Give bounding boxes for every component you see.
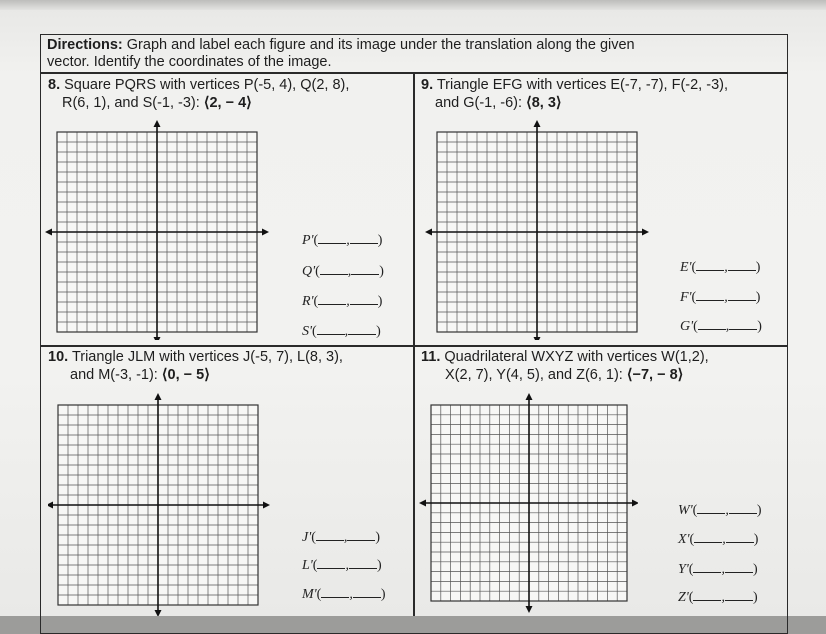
answer-label-x: X' xyxy=(678,532,690,547)
y-axis-down-arrow-icon xyxy=(154,337,161,340)
x-axis-right-arrow-icon xyxy=(262,229,269,236)
problem-11-line1: Quadrilateral WXYZ with vertices W(1,2), xyxy=(440,349,709,365)
answer-label-m: M' xyxy=(302,587,317,602)
answer-label-j: J' xyxy=(302,530,312,545)
answer-blank-s[interactable]: S'( , ) xyxy=(302,324,381,339)
problem-11-text xyxy=(421,348,709,384)
problem-9-line1: Triangle EFG with vertices E(-7, -7), F(-2, -3), xyxy=(433,77,728,93)
answer-blank-w[interactable]: W'( , ) xyxy=(678,503,762,518)
problem-8-line1: Square PQRS with vertices P(-5, 4), Q(2, 8), xyxy=(60,77,350,93)
problem-10-number: 10. xyxy=(48,349,69,365)
answer-label-g: G' xyxy=(680,319,694,334)
problem-11-number: 11. xyxy=(421,349,441,365)
answer-blank-l[interactable]: L'( , ) xyxy=(302,558,382,573)
problem-9-line2: and G(-1, -6): xyxy=(435,95,527,111)
answer-label-s: S' xyxy=(302,324,312,339)
answer-label-z: Z' xyxy=(678,590,689,605)
problem-10-vector: ⟨0, − 5⟩ xyxy=(161,367,210,383)
problem-8-line2: R(6, 1), and S(-1, -3): xyxy=(62,95,204,111)
answer-blank-j[interactable]: J'( , ) xyxy=(302,530,381,545)
x-axis-right-arrow-icon xyxy=(632,500,638,507)
y-axis-down-arrow-icon xyxy=(526,606,533,613)
x-axis-left-arrow-icon xyxy=(425,229,432,236)
answer-blank-r[interactable]: R'( , ) xyxy=(302,294,383,309)
problem-10-line1: Triangle JLM with vertices J(-5, 7), L(8, 3), xyxy=(68,349,343,365)
answer-blank-g[interactable]: G'( , ) xyxy=(680,319,762,334)
problem-9-number: 9. xyxy=(421,77,434,93)
answer-blank-z[interactable]: Z'( , ) xyxy=(678,590,758,605)
y-axis-down-arrow-icon xyxy=(155,610,162,616)
problem-10-text xyxy=(48,348,343,384)
answer-blank-x[interactable]: X'( , ) xyxy=(678,532,759,547)
answer-label-w: W' xyxy=(678,503,693,518)
x-axis-left-arrow-icon xyxy=(48,502,53,509)
y-axis-up-arrow-icon xyxy=(155,393,162,400)
column-divider xyxy=(413,72,415,616)
answer-blank-p[interactable]: P'( , ) xyxy=(302,233,383,248)
coordinate-grid-10[interactable] xyxy=(48,393,278,616)
answer-label-y: Y' xyxy=(678,562,689,577)
coordinate-grid-9[interactable] xyxy=(425,120,650,340)
problem-9-text xyxy=(421,76,728,112)
problem-8-number: 8. xyxy=(48,77,61,93)
directions-line2: vector. Identify the coordinates of the image. xyxy=(47,54,332,70)
answer-label-l: L' xyxy=(302,558,313,573)
answer-label-f: F' xyxy=(680,290,692,305)
problem-11-vector: ⟨−7, − 8⟩ xyxy=(626,367,684,383)
answer-blank-y[interactable]: Y'( , ) xyxy=(678,562,758,577)
answer-blank-f[interactable]: F'( , ) xyxy=(680,290,761,305)
x-axis-left-arrow-icon xyxy=(419,500,426,507)
directions-label: Directions: xyxy=(47,37,123,53)
x-axis-right-arrow-icon xyxy=(263,502,270,509)
problem-8-vector: ⟨2, − 4⟩ xyxy=(203,95,252,111)
problem-9-vector: ⟨8, 3⟩ xyxy=(526,95,562,111)
page-top-edge xyxy=(0,0,826,10)
y-axis-up-arrow-icon xyxy=(526,393,533,400)
x-axis-right-arrow-icon xyxy=(642,229,649,236)
directions-text xyxy=(47,37,747,71)
x-axis-left-arrow-icon xyxy=(45,229,52,236)
directions-line1: Graph and label each figure and its image under the translation along the given xyxy=(122,37,635,53)
answer-blank-e[interactable]: E'( , ) xyxy=(680,260,761,275)
answer-blank-q[interactable]: Q'( , ) xyxy=(302,264,384,279)
y-axis-up-arrow-icon xyxy=(154,120,161,127)
problem-8-text xyxy=(48,76,349,112)
problem-10-line2: and M(-3, -1): xyxy=(70,367,162,383)
answer-label-r: R' xyxy=(302,294,314,309)
answer-label-q: Q' xyxy=(302,264,316,279)
problem-11-line2: X(2, 7), Y(4, 5), and Z(6, 1): xyxy=(445,367,627,383)
y-axis-down-arrow-icon xyxy=(534,337,541,340)
answer-blank-m[interactable]: M'( , ) xyxy=(302,587,386,602)
y-axis-up-arrow-icon xyxy=(534,120,541,127)
answer-label-p: P' xyxy=(302,233,314,248)
coordinate-grid-11[interactable] xyxy=(418,393,638,616)
coordinate-grid-8[interactable] xyxy=(40,120,280,340)
answer-label-e: E' xyxy=(680,260,692,275)
